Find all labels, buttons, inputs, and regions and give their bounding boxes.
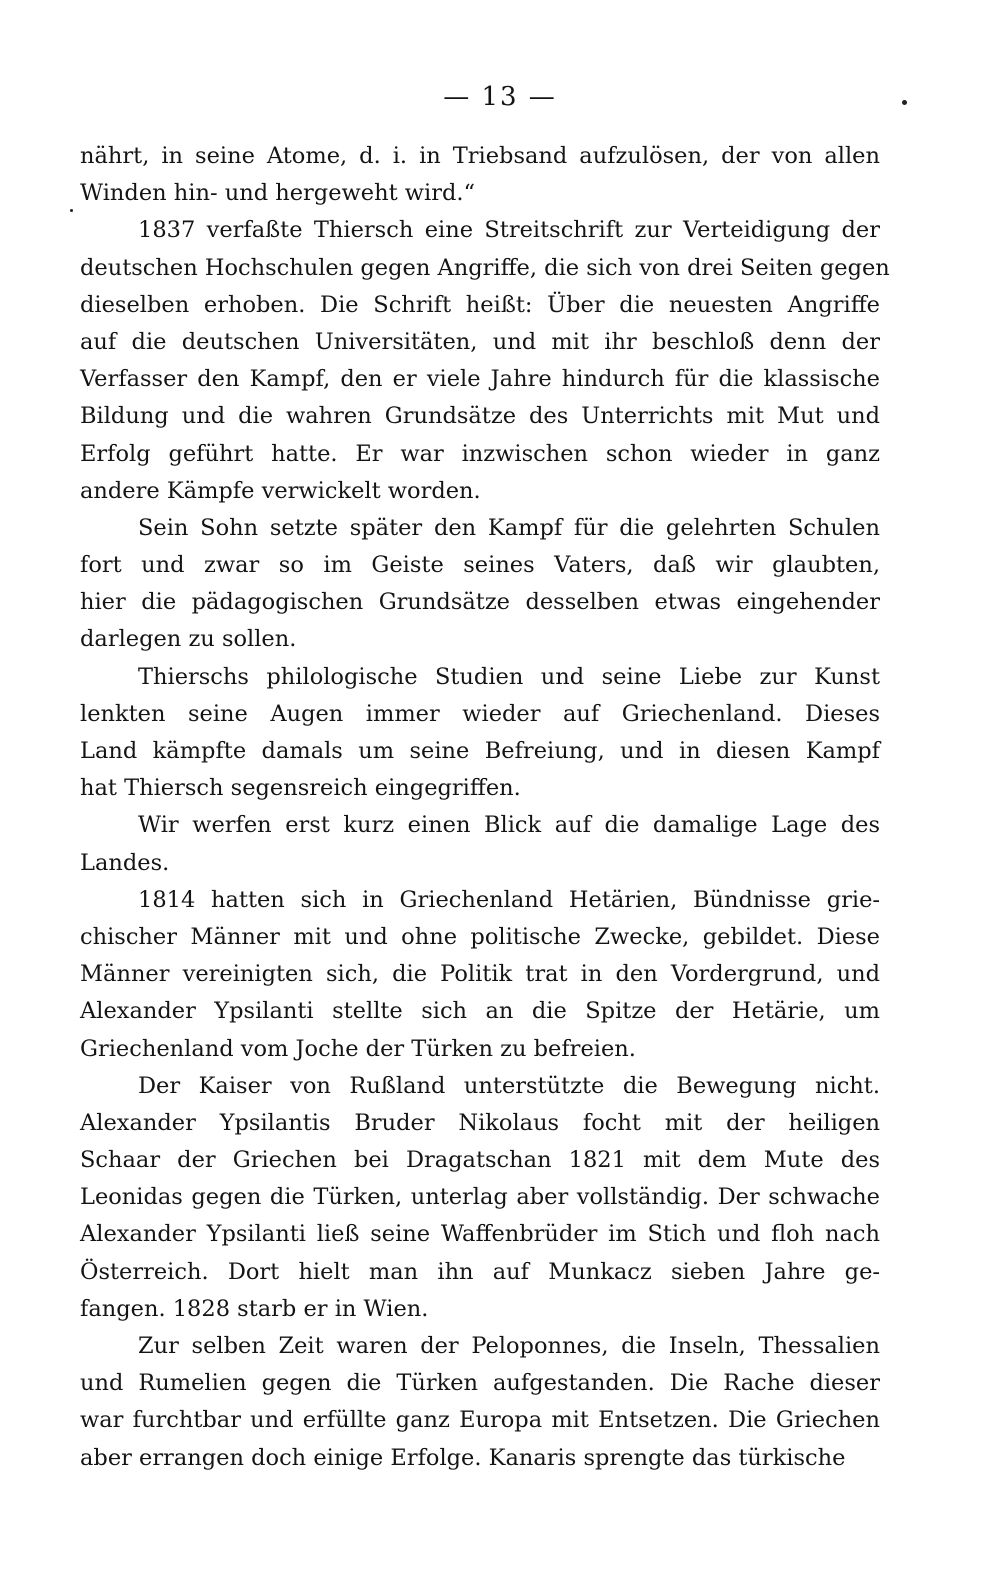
- text-line: Schaar der Griechen bei Dragatschan 1821 mit dem Mute des: [80, 1147, 880, 1174]
- text-line: chischer Männer mit und ohne politische Zwecke, gebildet. Diese: [80, 923, 880, 950]
- text-line: aber errangen doch einige Erfolge. Kanaris sprengte das türkische: [80, 1444, 846, 1471]
- text-line: war furchtbar und erfüllte ganz Europa mit Entsetzen. Die Griechen: [80, 1407, 880, 1434]
- text-line: Winden hin- und hergeweht wird.“: [80, 180, 476, 207]
- text-line: auf die deutschen Universitäten, und mit ihr beschloß denn der: [80, 328, 880, 355]
- text-line: 1837 verfaßte Thiersch eine Streitschrift zur Verteidigung der: [138, 217, 880, 244]
- text-line: Landes.: [80, 849, 170, 876]
- text-line: Männer vereinigten sich, die Politik trat in den Vordergrund, und: [80, 961, 880, 988]
- text-line: Thierschs philologische Studien und seine Liebe zur Kunst: [138, 663, 880, 690]
- paragraph: [80, 212, 890, 510]
- paragraph: [80, 1328, 880, 1477]
- text-line: Österreich. Dort hielt man ihn auf Munkacz sieben Jahre ge-: [80, 1258, 880, 1285]
- text-line: nährt, in seine Atome, d. i. in Triebsand aufzulösen, der von allen: [80, 143, 880, 169]
- text-line: fangen. 1828 starb er in Wien.: [80, 1295, 429, 1322]
- text-line: Griechenland vom Joche der Türken zu befreien.: [80, 1035, 636, 1062]
- paragraph: [80, 138, 880, 212]
- text-line: Land kämpfte damals um seine Befreiung, und in diesen Kampf: [80, 738, 880, 764]
- print-speck: [70, 209, 73, 212]
- text-line: lenkten seine Augen immer wieder auf Griechenland. Dieses: [80, 700, 880, 727]
- text-line: hier die pädagogischen Grundsätze desselben etwas eingehender: [80, 589, 880, 616]
- text-line: Zur selben Zeit waren der Peloponnes, die Inseln, Thessalien: [138, 1333, 880, 1359]
- text-line: Sein Sohn setzte später den Kampf für die gelehrten Schulen: [138, 514, 880, 541]
- text-line: 1814 hatten sich in Griechenland Hetärien, Bündnisse grie-: [138, 886, 880, 913]
- paragraph: [80, 659, 880, 808]
- text-line: andere Kämpfe verwickelt worden.: [80, 477, 481, 504]
- text-line: darlegen zu sollen.: [80, 626, 297, 653]
- print-speck: [902, 100, 907, 105]
- text-line: Verfasser den Kampf, den er viele Jahre hindurch für die klassische: [80, 366, 880, 393]
- paragraph: [80, 510, 880, 659]
- text-line: Der Kaiser von Rußland unterstützte die Bewegung nicht.: [138, 1072, 880, 1099]
- text-line: fort und zwar so im Geiste seines Vaters, daß wir glaubten,: [80, 552, 880, 579]
- text-line: Wir werfen erst kurz einen Blick auf die damalige Lage des: [138, 812, 880, 839]
- text-line: hat Thiersch segensreich eingegriffen.: [80, 775, 521, 802]
- paragraph: [80, 882, 880, 1068]
- page-number: — 13 —: [443, 82, 557, 112]
- text-line: Erfolg geführt hatte. Er war inzwischen schon wieder in ganz: [80, 440, 880, 467]
- text-line: und Rumelien gegen die Türken aufgestanden. Die Rache dieser: [80, 1370, 880, 1397]
- text-line: dieselben erhoben. Die Schrift heißt: Über die neuesten Angriffe: [80, 291, 880, 318]
- text-line: Bildung und die wahren Grundsätze des Unterrichts mit Mut und: [80, 403, 880, 430]
- paragraph: [80, 807, 880, 881]
- text-line: deutschen Hochschulen gegen Angriffe, die sich von drei Seiten gegen: [80, 254, 890, 281]
- text-line: Alexander Ypsilanti stellte sich an die Spitze der Hetärie, um: [80, 998, 880, 1025]
- paragraph: [80, 1068, 880, 1328]
- body-text: [80, 138, 890, 1477]
- text-line: Leonidas gegen die Türken, unterlag aber vollständig. Der schwache: [80, 1184, 880, 1211]
- text-line: Alexander Ypsilantis Bruder Nikolaus focht mit der heiligen: [80, 1109, 880, 1136]
- text-line: Alexander Ypsilanti ließ seine Waffenbrüder im Stich und floh nach: [80, 1221, 880, 1248]
